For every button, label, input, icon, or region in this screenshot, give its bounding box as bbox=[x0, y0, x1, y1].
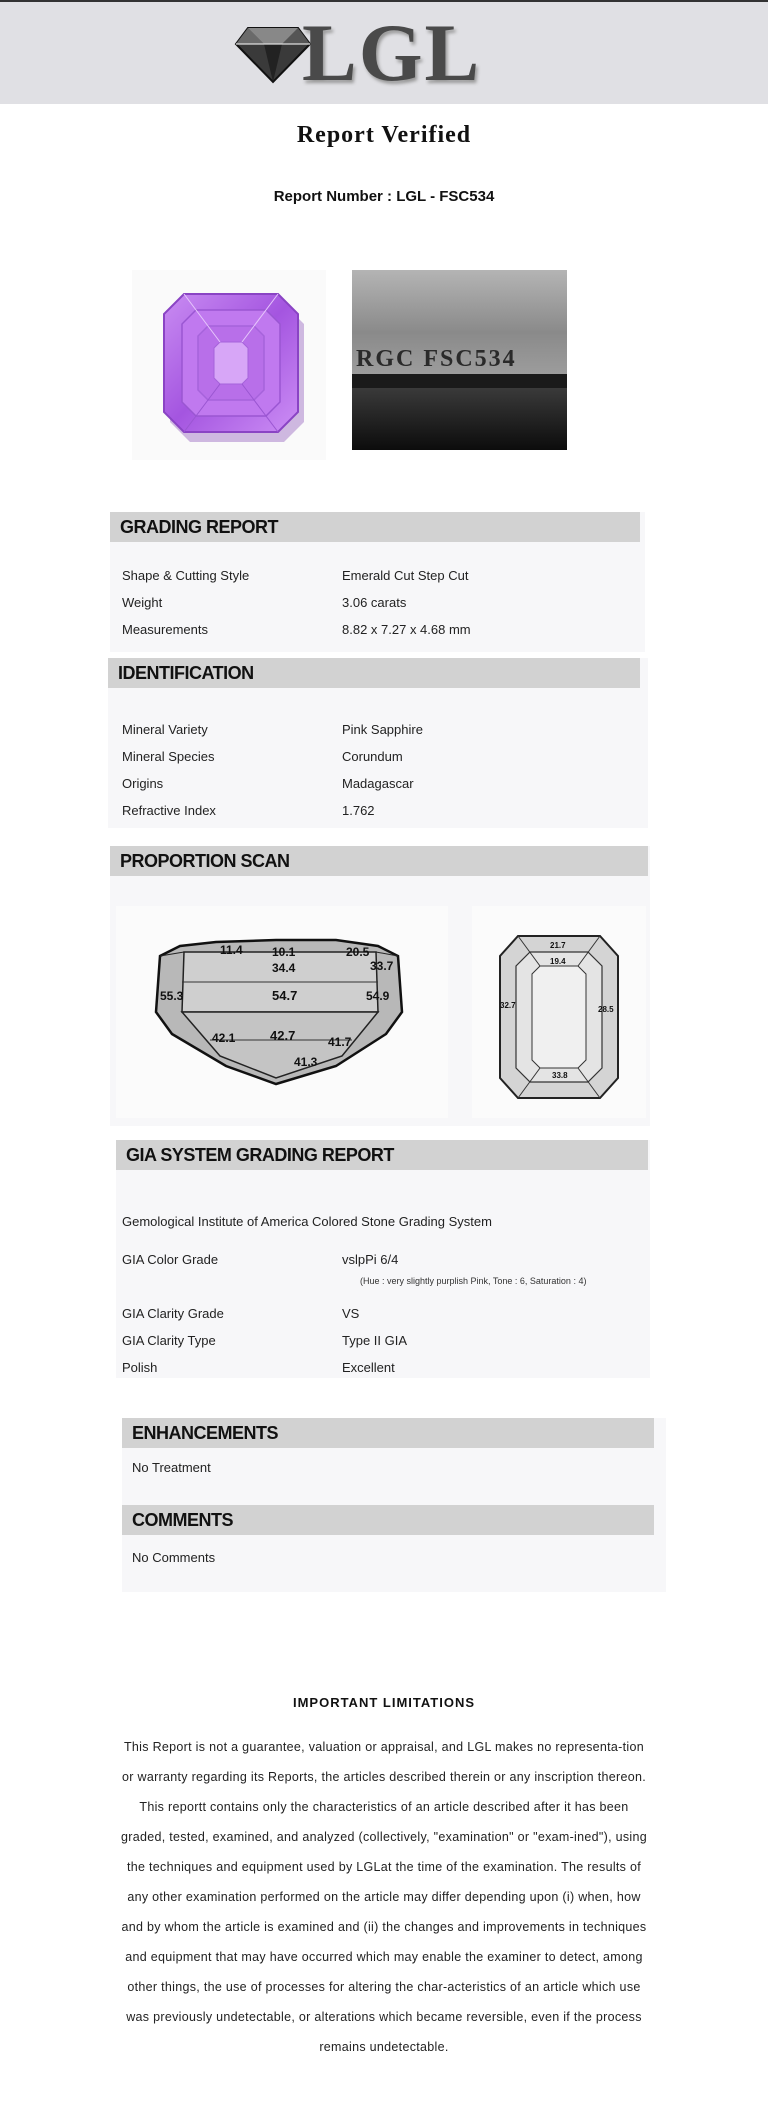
gia-report-heading: GIA SYSTEM GRADING REPORT bbox=[116, 1140, 648, 1170]
page-title: Report Verified bbox=[296, 122, 472, 148]
grading-row-value: Emerald Cut Step Cut bbox=[342, 568, 469, 583]
inscription-text: RGC FSC534 bbox=[356, 346, 517, 372]
top-view-label-left: 32.7 bbox=[500, 1001, 516, 1010]
profile-label-top-b: 10.1 bbox=[272, 945, 296, 959]
enhancements-value: No Treatment bbox=[132, 1460, 211, 1475]
top-view-label-inner: 19.4 bbox=[550, 957, 566, 966]
gia-row-value: Type II GIA bbox=[342, 1333, 408, 1348]
profile-label-crown: 34.4 bbox=[272, 961, 296, 975]
identification-row-value: Madagascar bbox=[342, 776, 414, 791]
proportion-scan-heading: PROPORTION SCAN bbox=[110, 846, 648, 876]
gia-row-value: Excellent bbox=[342, 1360, 395, 1375]
gia-row-value: VS bbox=[342, 1306, 360, 1321]
profile-label-top-c: 20.5 bbox=[346, 945, 370, 959]
top-view-label-top: 21.7 bbox=[550, 941, 566, 950]
profile-label-culet: 41.3 bbox=[294, 1055, 318, 1069]
identification-row-label: Mineral Variety bbox=[122, 722, 208, 737]
grading-row-label: Shape & Cutting Style bbox=[122, 568, 250, 583]
grading-row-value: 3.06 carats bbox=[342, 595, 407, 610]
profile-label-top-d: 33.7 bbox=[370, 959, 394, 973]
gia-system-name: Gemological Institute of America Colored Stone Grading System bbox=[122, 1214, 492, 1229]
page-header bbox=[0, 2, 768, 104]
diamond-icon bbox=[234, 24, 312, 84]
limitations-body: This Report is not a guarantee, valuation or appraisal, and LGL makes no representa-tion or warranty regarding its Reports, the articles described therein or any inscription thereon. This reportt contains only the characteristics of an article described after it has been graded, tested, examined, and analyzed (collectively, "examination" or "exam-ined"), using the techniques and equipment used by LGLat the time of the examination. The results of any other examination performed on the article may differ depending upon (i) when, how and by whom the article is examined and (ii) the changes and improvements in techniques and equipment that may have occurred which may enable the examiner to detect, among other things, the use of processes for altering the char-acteristics of an article which use was previously undetectable, or alterations which became reversible, even if the process remains undetectable. bbox=[120, 1740, 648, 2054]
profile-label-top-a: 11.4 bbox=[220, 943, 243, 957]
gia-color-grade-value: vslpPi 6/4 bbox=[342, 1252, 399, 1267]
limitations-title: IMPORTANT LIMITATIONS bbox=[292, 1695, 476, 1710]
gem-photo bbox=[132, 270, 326, 460]
logo-text: LGL bbox=[302, 7, 482, 98]
grading-row-value: 8.82 x 7.27 x 4.68 mm bbox=[342, 622, 471, 637]
profile-label-right-girdle: 54.9 bbox=[366, 989, 390, 1003]
top-view-diagram bbox=[472, 906, 646, 1118]
profile-label-left-girdle: 55.3 bbox=[160, 989, 184, 1003]
identification-heading: IDENTIFICATION bbox=[108, 658, 640, 688]
enhancements-heading: ENHANCEMENTS bbox=[122, 1418, 654, 1448]
gia-row-label: GIA Clarity Grade bbox=[122, 1306, 224, 1321]
identification-row-value: 1.762 bbox=[342, 803, 375, 818]
profile-label-lower-right: 41.7 bbox=[328, 1035, 352, 1049]
identification-row-label: Refractive Index bbox=[122, 803, 216, 818]
top-view-label-bottom: 33.8 bbox=[552, 1071, 568, 1080]
gia-row-label: Polish bbox=[122, 1360, 158, 1375]
profile-label-lower-left: 42.1 bbox=[212, 1031, 236, 1045]
profile-label-pavilion: 42.7 bbox=[270, 1028, 296, 1043]
comments-value: No Comments bbox=[132, 1550, 216, 1565]
profile-diagram bbox=[116, 906, 448, 1118]
comments-heading: COMMENTS bbox=[122, 1505, 654, 1535]
identification-row-value: Pink Sapphire bbox=[342, 722, 423, 737]
grading-row-label: Weight bbox=[122, 595, 163, 610]
report-number: Report Number : LGL - FSC534 bbox=[273, 188, 495, 205]
identification-row-label: Mineral Species bbox=[122, 749, 215, 764]
top-view-label-right: 28.5 bbox=[598, 1005, 614, 1014]
profile-label-table: 54.7 bbox=[272, 988, 298, 1003]
gia-color-note: (Hue : very slightly purplish Pink, Tone : 6, Saturation : 4) bbox=[360, 1276, 587, 1286]
emerald-cut-gem-image bbox=[132, 270, 326, 460]
gia-row-label: GIA Clarity Type bbox=[122, 1333, 216, 1348]
grading-report-heading: GRADING REPORT bbox=[110, 512, 640, 542]
grading-row-label: Measurements bbox=[122, 622, 208, 637]
identification-row-value: Corundum bbox=[342, 749, 403, 764]
identification-row-label: Origins bbox=[122, 776, 164, 791]
inscription-photo bbox=[352, 270, 567, 450]
gia-color-grade-label: GIA Color Grade bbox=[122, 1252, 219, 1267]
lgl-logo[interactable] bbox=[232, 7, 492, 98]
